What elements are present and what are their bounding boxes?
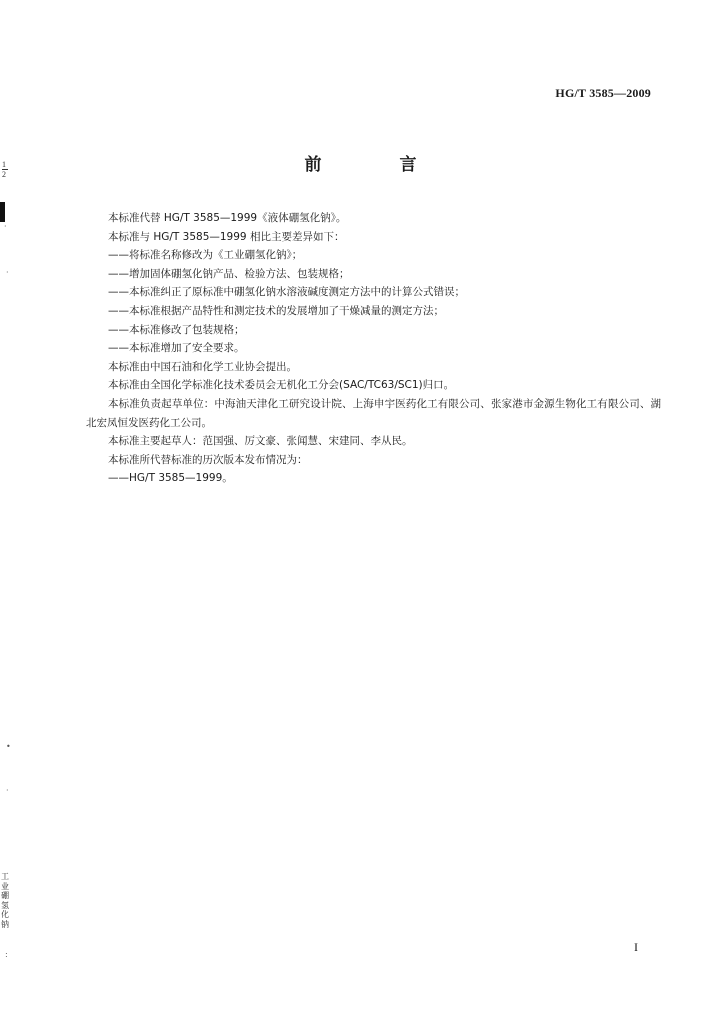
margin-vertical-text: 工业硼氢化钠: [1, 872, 9, 929]
page-number: I: [634, 940, 638, 954]
paragraph: 本标准主要起草人：范国强、厉文豪、张闻慧、宋建同、李从民。: [108, 435, 413, 448]
paragraph: 本标准代替 HG/T 3585—1999《液体硼氢化钠》。: [108, 212, 347, 224]
standard-code: HG/T 3585—2009: [555, 86, 651, 100]
margin-fraction-top: 1: [2, 160, 6, 169]
scan-speck: :: [5, 950, 8, 959]
list-item: ——将标准名称修改为《工业硼氢化钠》；: [108, 249, 303, 262]
list-item: ——本标准纠正了原标准中硼氢化钠水溶液碱度测定方法中的计算公式错误；: [108, 286, 465, 299]
paragraph: 本标准由全国化学标准化技术委员会无机化工分会(SAC/TC63/SC1)归口。: [108, 379, 455, 392]
list-item: ——增加固体硼氢化钠产品、检验方法、包装规格；: [108, 267, 350, 280]
paragraph: 本标准所代替标准的历次版本发布情况为：: [108, 453, 308, 466]
list-item: ——本标准修改了包装规格；: [108, 323, 245, 336]
scan-speck: ·: [4, 222, 7, 231]
paragraph: 本标准与 HG/T 3585—1999 相比主要差异如下：: [108, 230, 345, 243]
scan-speck: ·: [6, 786, 9, 795]
list-item: ——本标准根据产品特性和测定技术的发展增加了干燥减量的测定方法；: [108, 304, 444, 317]
scan-speck: •: [6, 742, 11, 751]
foreword-body: [86, 209, 661, 488]
margin-fraction-bottom: 2: [2, 170, 6, 179]
paragraph: 本标准负责起草单位：中海油天津化工研究设计院、上海申宇医药化工有限公司、张家港市金源生物化工有限公司、湖北宏凤恒发医药化工公司。: [86, 397, 661, 429]
paragraph: 本标准由中国石油和化学工业协会提出。: [108, 360, 297, 373]
page-title: 前 言: [304, 155, 453, 175]
list-item: ——HG/T 3585—1999。: [108, 472, 233, 485]
scan-speck: ·: [6, 268, 9, 277]
list-item: ——本标准增加了安全要求。: [108, 342, 245, 355]
margin-scan-bar: [0, 202, 5, 222]
